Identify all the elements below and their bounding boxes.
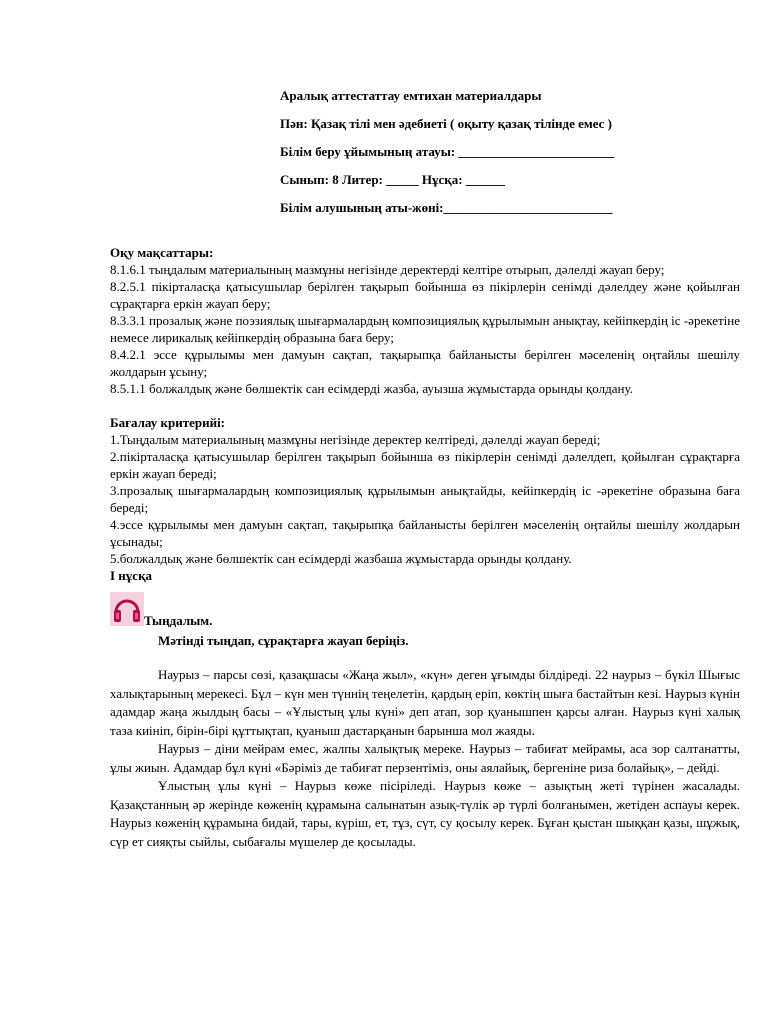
objective-item: 8.3.3.1 прозалық және поэзиялық шығармалардың композициялық құрылымын анықтау, кейіпкердің іс -әрекетіне немесе лирикалық кейіпкердің образына баға беру; [110, 313, 740, 345]
headphones-icon [110, 592, 144, 626]
listening-title: Тыңдалым. [144, 613, 213, 628]
objective-item: 8.5.1.1 болжалдық және бөлшектік сан есімдерді жазба, ауызша жұмыстарда орынды қолдану. [110, 381, 633, 396]
text-paragraph: Ұлыстың ұлы күні – Наурыз көже пісіріледі. Наурыз көже – азықтың жеті түрінен жасалады. Қазақстанның әр жерінде көженің құрамына салынатын азық-түлік әр түрлі болғанымен, жетіден аспауы керек. Наурыз көженің құрамына бидай, тары, күріш, ет, тұз, сүт, су қосылу керек. Бұған қыстан шыққан қазы, шұжық, сүр ет сияқты сыйлы, сыбағалы мүшелер де қосылады. [110, 778, 740, 849]
class-line: Сынып: 8 Литер: _____ Нұсқа: ______ [280, 172, 505, 187]
exam-title: Аралық аттестаттау емтихан материалдары [280, 88, 542, 103]
criteria-item: 4.эссе құрылымы мен дамуын сақтап, тақырыпқа байланысты берілген мәселенің оңтайлы шешілу жолдарын ұсынады; [110, 517, 740, 549]
organization-line: Білім беру ұйымының атауы: ________________________ [280, 144, 615, 159]
spacer [110, 397, 740, 414]
document-body [110, 244, 740, 851]
objectives-heading: Оқу мақсаттары: [110, 245, 214, 260]
objective-item: 8.4.2.1 эссе құрылымы мен дамуын сақтап, тақырыпқа байланысты берілген мәселенің оңтайлы шешілу жолдарын ұсыну; [110, 347, 740, 379]
criteria-heading: Бағалау критерийі: [110, 415, 226, 430]
listening-task: Мәтінді тыңдап, сұрақтарға жауап беріңіз. [158, 633, 409, 648]
criteria-item: 2.пікірталасқа қатысушылар берілген тақырып бойынша өз пікірлерін сенімді дәлелдеп, қойылған сұрақтарға еркін жауап береді; [110, 449, 740, 481]
objective-item: 8.2.5.1 пікірталасқа қатысушылар берілген тақырып бойынша өз пікірлерін сенімді дәлелдеу және қойылған сұрақтарға еркін жауап беру; [110, 279, 740, 311]
student-name-line: Білім алушының аты-жөні:__________________________ [280, 200, 613, 215]
text-paragraph: Наурыз – діни мейрам емес, жалпы халықтық мереке. Наурыз – табиғат мейрамы, аса зор салтанатты, ұлы жиын. Адамдар бұл күні «Бәріміз де табиғат перзентіміз, оны аялайық, бергеніне риза болайық», – дейді. [110, 741, 740, 775]
criteria-item: 1.Тыңдалым материалының мазмұны негізінде деректер келтіреді, дәлелді жауап береді; [110, 432, 601, 447]
listening-section-header [110, 592, 740, 632]
subject-line: Пән: Қазақ тілі мен әдебиеті ( оқыту қазақ тілінде емес ) [280, 116, 613, 131]
objective-item: 8.1.6.1 тыңдалым материалының мазмұны негізінде деректерді келтіре отырып, дәлелді жауап беру; [110, 262, 665, 277]
criteria-item: 3.прозалық шығармалардың композициялық құрылымын анықтайды, кейіпкердің іс -әрекетіне образына баға береді; [110, 483, 740, 515]
spacer [110, 649, 740, 666]
variant-label: І нұсқа [110, 568, 153, 583]
text-paragraph: Наурыз – парсы сөзі, қазақшасы «Жаңа жыл», «күн» деген ұғымды білдіреді. 22 наурыз – бүкіл Шығыс халықтарының мерекесі. Бұл – күн мен түннің теңелетін, қардың еріп, көктің шыға бастайтын кезі. Наурыз күнін адамдар жаңа жылдың басы – «Ұлыстың ұлы күні» деп атап, зор қуанышпен қарсы алған. Наурыз күні халық таза киініп, бірін-бірі құттықтап, қуаныш дастарқанын барынша мол жаяды. [110, 667, 740, 738]
document-header [280, 86, 740, 226]
criteria-item: 5.болжалдық және бөлшектік сан есімдерді жазбаша жұмыстарда орынды қолдану. [110, 551, 572, 566]
